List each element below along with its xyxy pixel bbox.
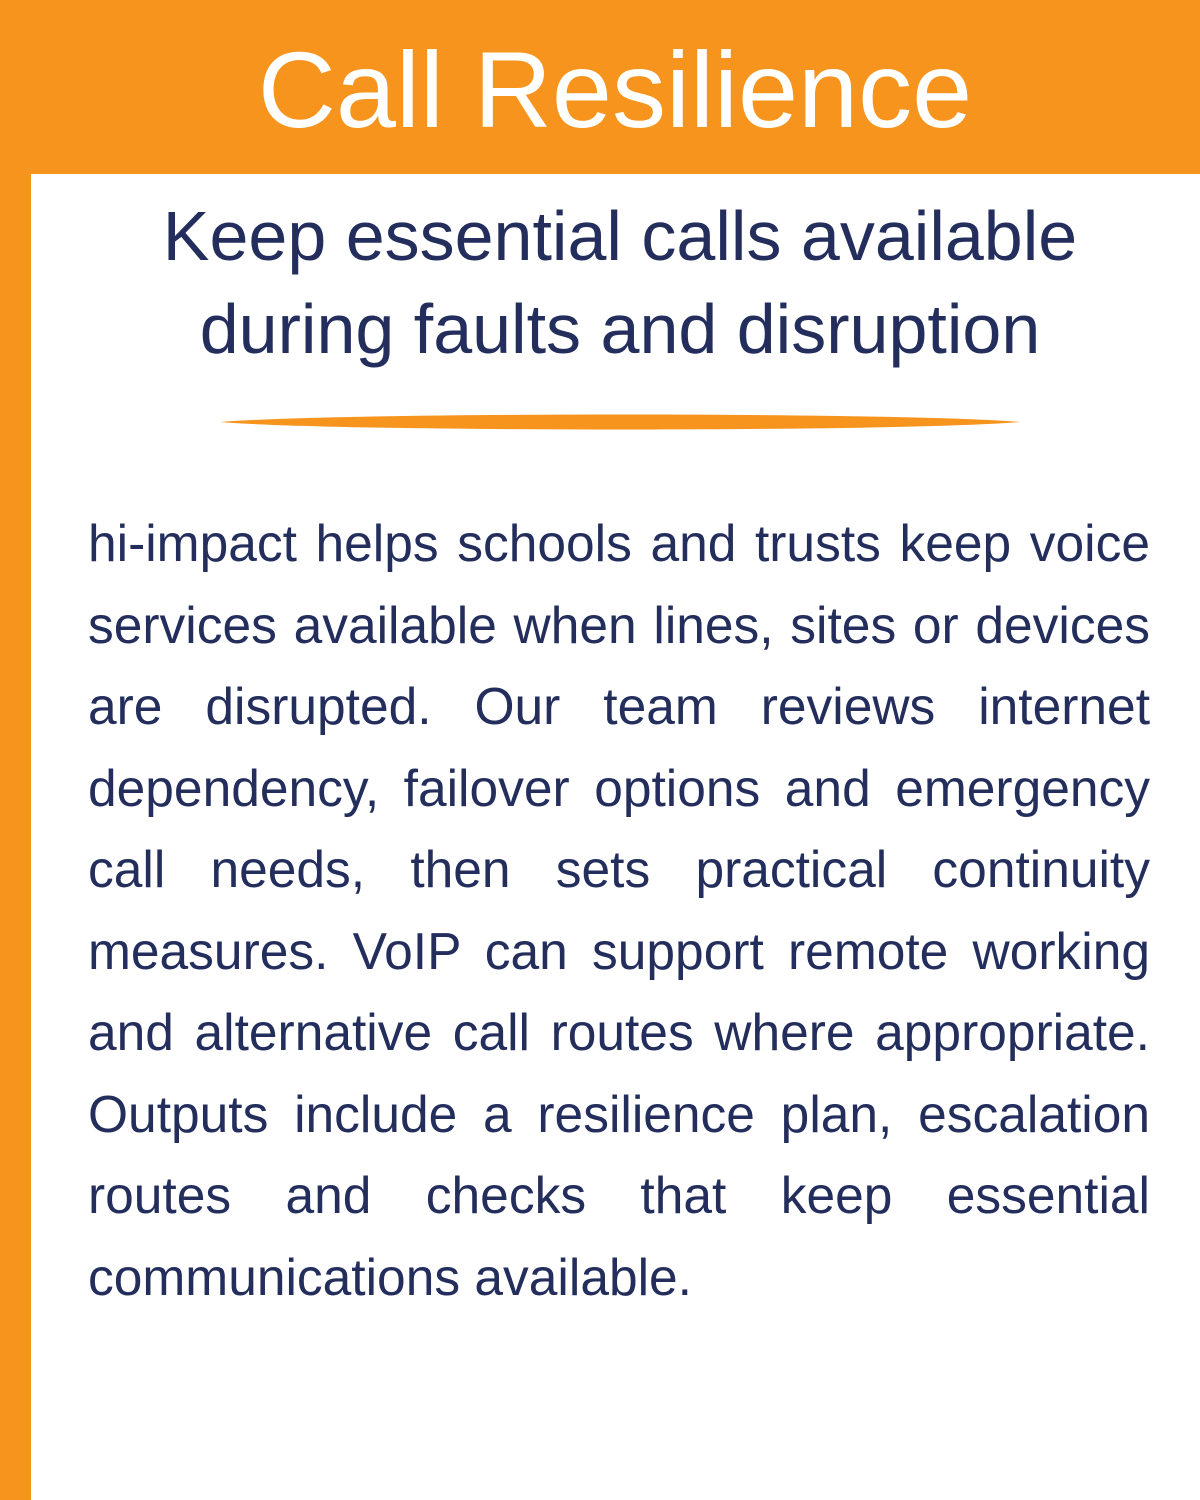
body-paragraph: hi-impact helps schools and trusts keep voice services available when lines, sites or devices are disrupted. Our team reviews internet dependency, failover options and emergency call needs, then sets practical continuity measures. VoIP can support remote working and alternative call routes where appropriate. Outputs include a resilience plan, escalation routes and checks that keep essential communications available. [88, 514, 1150, 1306]
brush-divider [220, 411, 1020, 433]
page-subtitle: Keep essential calls available during faults and disruption [162, 197, 1078, 368]
left-accent-bar [0, 174, 31, 1500]
page-title: Call Resilience [257, 29, 973, 150]
